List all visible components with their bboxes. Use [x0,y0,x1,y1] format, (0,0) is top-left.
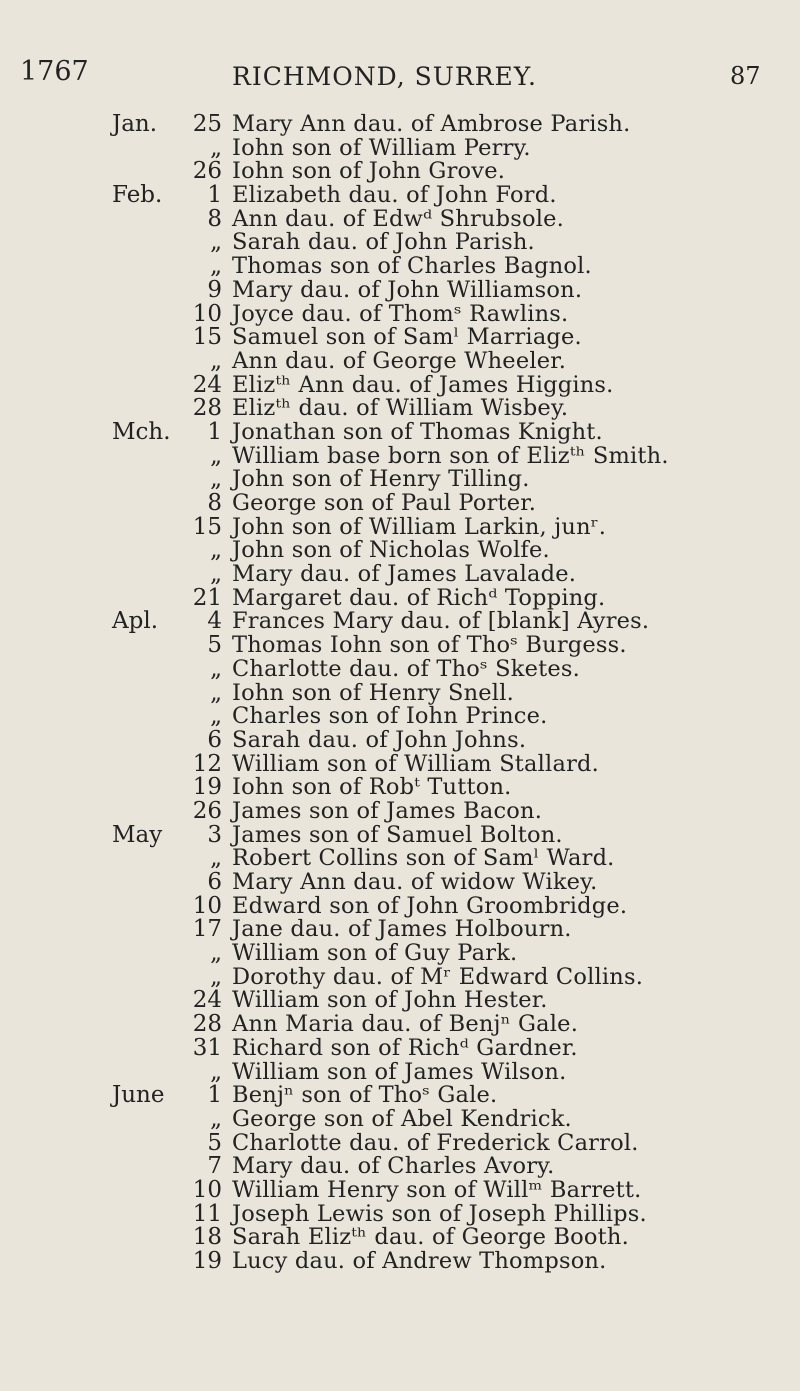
register-entry [0,561,800,588]
entry-text: William son of James Wilson. [232,1058,567,1085]
entry-day: „ [210,679,222,706]
entry-day: 1 [207,1082,222,1109]
entry-text: Edward son of John Groombridge. [232,892,628,919]
register-entry [0,1035,800,1059]
entry-day: 8 [207,205,222,232]
entry-text: Jane dau. of James Holbourn. [232,916,572,943]
entry-day: 6 [207,869,222,895]
entry-text: Frances Mary dau. of [blank] Ayres. [232,608,650,635]
register-entry [0,537,800,564]
entry-day: „ [210,655,222,682]
entry-day: „ [210,347,222,374]
entry-text: Ann Maria dau. of Benjⁿ Gale. [232,1011,579,1038]
register-entry [0,466,800,493]
entry-text: William base born son of Elizᵗʰ Smith. [232,442,669,469]
register-entry [0,822,800,846]
register-entry [0,608,800,635]
register-entry [0,751,800,775]
register-entry [0,395,800,422]
register-entry [0,703,800,730]
entry-text: Joyce dau. of Thomˢ Rawlins. [232,300,569,327]
entry-text: Iohn son of Robᵗ Tutton. [232,774,512,801]
entry-day: „ [210,561,222,588]
entry-text: Charlotte dau. of Thoˢ Sketes. [232,655,581,682]
entry-day: 8 [207,490,222,516]
page-number: 87 [730,62,761,90]
entry-day: „ [210,963,222,990]
entry-month: Jan. [112,111,158,137]
entry-month: Feb. [112,182,163,209]
register-entry [0,490,800,514]
entry-day: 31 [192,1034,222,1061]
register-entry [0,135,800,159]
entry-day: „ [210,134,222,161]
entry-day: „ [210,845,222,872]
entry-month: Apl. [112,608,158,635]
entry-day: 26 [192,158,222,185]
register-entry [0,1082,800,1109]
entry-text: Jonathan son of Thomas Knight. [232,418,603,445]
entry-day: 10 [192,892,222,919]
register-entry [0,253,800,280]
register-entry [0,443,800,467]
page-title: RICHMOND, SURREY. [232,62,537,91]
entry-text: Robert Collins son of Samˡ Ward. [232,845,615,872]
entry-day: 4 [207,608,222,635]
register-entry [0,111,800,135]
entry-text: Iohn son of Henry Snell. [232,679,514,706]
entry-day: 1 [207,418,222,445]
entry-day: „ [210,1105,222,1132]
register-entry [0,514,800,538]
entry-day: 28 [192,395,222,422]
entry-month: May [112,821,163,848]
entry-text: Charles son of Iohn Prince. [232,703,548,730]
register-entry [0,182,800,209]
entry-day: 3 [207,821,222,848]
register-entry [0,893,800,917]
entry-text: Joseph Lewis son of Joseph Phillips. [232,1200,647,1227]
entry-text: Elizabeth dau. of John Ford. [232,182,557,209]
entry-text: William Henry son of Willᵐ Barrett. [232,1176,642,1203]
entry-text: Sarah dau. of John Johns. [232,726,527,753]
entry-day: 6 [207,726,222,753]
entry-day: „ [210,537,222,564]
register-entry [0,656,800,680]
entry-text: John son of Nicholas Wolfe. [232,537,550,564]
year-heading: 1767 [20,56,89,87]
entry-text: Iohn son of William Perry. [232,134,531,161]
entry-day: 28 [192,1011,222,1038]
entry-text: Thomas Iohn son of Thoˢ Burgess. [232,632,627,659]
entry-day: 24 [192,371,222,398]
entry-day: 19 [192,1248,222,1274]
entry-day: „ [210,703,222,730]
register-entry [0,1153,800,1180]
register-entry [0,1201,800,1225]
register-entry [0,301,800,325]
register-entry [0,206,800,230]
entry-day: 12 [192,750,222,777]
register-entry [0,229,800,256]
entry-day: „ [210,253,222,280]
register-entry [0,324,800,351]
register-entry [0,1059,800,1083]
entry-text: William son of Guy Park. [232,940,518,967]
entry-day: 18 [192,1224,222,1251]
entry-day: 10 [192,300,222,327]
entry-day: 1 [207,182,222,209]
register-entry [0,680,800,704]
entry-day: 11 [192,1200,222,1227]
entry-text: John son of Henry Tilling. [232,466,530,493]
entry-day: 19 [192,774,222,801]
register-entry [0,916,800,943]
register-entry [0,372,800,396]
register-entry [0,1224,800,1251]
entry-day: 21 [192,584,222,611]
entry-text: Mary Ann dau. of Ambrose Parish. [232,111,631,137]
entry-day: 17 [192,916,222,943]
entry-text: Ann dau. of George Wheeler. [232,347,567,374]
entry-text: George son of Paul Porter. [232,490,537,516]
register-entry [0,585,800,609]
entry-day: „ [210,466,222,493]
entry-day: „ [210,229,222,256]
entry-day: „ [210,442,222,469]
entry-day: 5 [207,1129,222,1156]
entry-text: Elizᵗʰ Ann dau. of James Higgins. [232,371,614,398]
register-entry [0,940,800,967]
entry-text: Lucy dau. of Andrew Thompson. [232,1248,607,1274]
entry-text: Dorothy dau. of Mʳ Edward Collins. [232,963,644,990]
entry-text: Mary Ann dau. of widow Wikey. [232,869,598,895]
entry-text: Margaret dau. of Richᵈ Topping. [232,584,606,611]
register-entry [0,987,800,1014]
entry-text: Mary dau. of Charles Avory. [232,1153,555,1180]
register-entry [0,348,800,372]
entry-text: James son of James Bacon. [232,797,543,824]
entry-text: Benjⁿ son of Thoˢ Gale. [232,1082,498,1109]
entry-text: John son of William Larkin, junʳ. [232,513,607,540]
entry-day: 24 [192,987,222,1014]
entry-text: Ann dau. of Edwᵈ Shrubsole. [232,205,564,232]
register-entry [0,1106,800,1130]
entry-text: William son of William Stallard. [232,750,599,777]
register-entry [0,798,800,822]
entry-day: 9 [207,276,222,303]
register-entry [0,1248,800,1272]
entry-day: 26 [192,797,222,824]
entry-day: „ [210,940,222,967]
entry-text: Samuel son of Samˡ Marriage. [232,324,582,351]
entry-day: 15 [192,324,222,351]
entry-day: 10 [192,1176,222,1203]
register-entry [0,158,800,185]
entry-text: Mary dau. of John Williamson. [232,276,583,303]
entry-text: Iohn son of John Grove. [232,158,506,185]
register-entries [0,111,800,1272]
entry-text: Elizᵗʰ dau. of William Wisbey. [232,395,569,422]
entry-text: Charlotte dau. of Frederick Carrol. [232,1129,639,1156]
register-entry [0,1011,800,1038]
entry-day: 7 [207,1153,222,1180]
entry-month: Mch. [112,418,171,445]
register-entry [0,1177,800,1201]
register-entry [0,869,800,893]
entry-month: June [112,1082,165,1109]
entry-text: James son of Samuel Bolton. [232,821,563,848]
register-entry [0,964,800,988]
entry-text: Sarah Elizᵗʰ dau. of George Booth. [232,1224,629,1251]
entry-text: Mary dau. of James Lavalade. [232,561,577,588]
entry-text: Richard son of Richᵈ Gardner. [232,1034,578,1061]
register-entry [0,419,800,443]
entry-day: 5 [207,632,222,659]
register-entry [0,727,800,751]
entry-text: Sarah dau. of John Parish. [232,229,535,256]
entry-day: 15 [192,513,222,540]
register-entry [0,632,800,659]
entry-day: „ [210,1058,222,1085]
register-entry [0,774,800,801]
register-entry [0,1130,800,1154]
entry-text: George son of Abel Kendrick. [232,1105,572,1132]
entry-day: 25 [192,111,222,137]
register-entry [0,845,800,872]
register-entry [0,277,800,301]
entry-text: Thomas son of Charles Bagnol. [232,253,592,280]
entry-text: William son of John Hester. [232,987,548,1014]
